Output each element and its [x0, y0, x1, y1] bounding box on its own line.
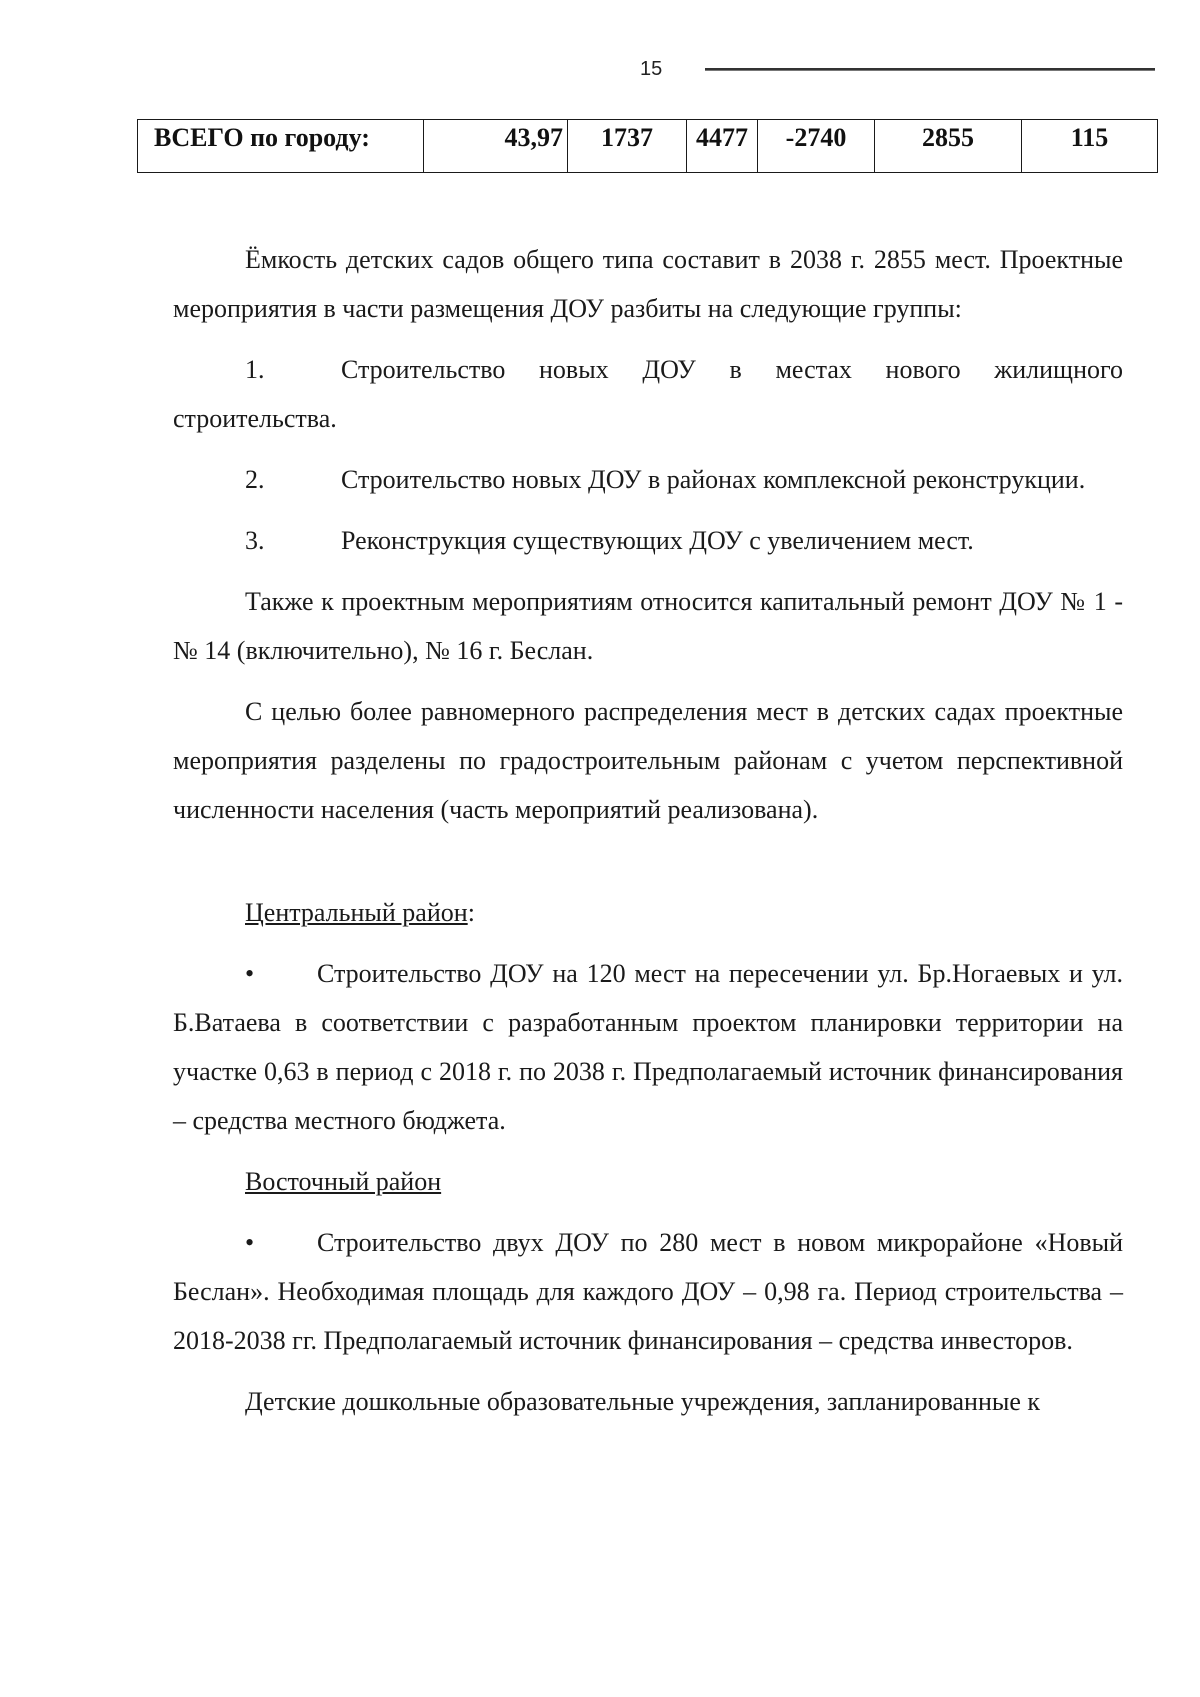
list-item-text: Строительство новых ДОУ в местах нового жилищного строительства. [173, 355, 1123, 433]
table-cell: 2855 [875, 120, 1022, 173]
table-cell: 43,97 [424, 120, 568, 173]
paragraph: Ёмкость детских садов общего типа составит в 2038 г. 2855 мест. Проектные мероприятия в части размещения ДОУ разбиты на следующие группы: [173, 245, 1123, 323]
list-number: 2. [245, 465, 265, 494]
bullet-icon: • [245, 959, 255, 988]
section-heading [173, 888, 1123, 937]
bullet-item-text: Строительство двух ДОУ по 280 мест в новом микрорайоне «Новый Беслан». Необходимая площадь для каждого ДОУ – 0,98 га. Период строительства – 2018-2038 гг. Предполагаемый источник финансирования – средства инвесторов. [173, 1228, 1123, 1355]
list-item [173, 345, 1123, 443]
paragraph: Детские дошкольные образовательные учреждения, запланированные к [245, 1387, 1041, 1416]
total-table [137, 119, 1158, 173]
page-number: 15 [640, 58, 663, 80]
bullet-icon: • [245, 1228, 255, 1257]
document-body [173, 235, 1123, 1438]
bullet-item [173, 949, 1123, 1145]
paragraph: Также к проектным мероприятиям относится капитальный ремонт ДОУ № 1 - № 14 (включительно), № 16 г. Беслан. [173, 587, 1123, 665]
section-heading-text: Восточный район [245, 1167, 442, 1196]
table-cell: 4477 [687, 120, 758, 173]
table-cell: 1737 [568, 120, 687, 173]
table-cell: -2740 [758, 120, 875, 173]
list-item-text: Строительство новых ДОУ в районах комплексной реконструкции. [341, 465, 1086, 494]
header-rule [705, 68, 1155, 71]
table-cell: 115 [1022, 120, 1158, 173]
heading-colon: : [467, 898, 475, 927]
bullet-item [173, 1218, 1123, 1365]
paragraph: С целью более равномерного распределения мест в детских садах проектные мероприятия разделены по градостроительным районам с учетом перспективной численности населения (часть мероприятий реализована). [173, 697, 1123, 824]
list-item [173, 455, 1123, 504]
list-item [173, 516, 1123, 565]
list-number: 3. [245, 526, 265, 555]
spacer [173, 846, 1123, 888]
table-row [138, 120, 1158, 173]
bullet-item-text: Строительство ДОУ на 120 мест на пересечении ул. Бр.Ногаевых и ул. Б.Ватаева в соответствии с разработанным проектом планировки территории на участке 0,63 в период с 2018 г. по 2038 г. Предполагаемый источник финансирования – средства местного бюджета. [173, 959, 1123, 1135]
section-heading [173, 1157, 1123, 1206]
list-number: 1. [245, 355, 265, 384]
table-cell-label: ВСЕГО по городу: [138, 120, 424, 173]
list-item-text: Реконструкция существующих ДОУ с увеличением мест. [341, 526, 974, 555]
section-heading-text: Центральный район [245, 898, 468, 927]
